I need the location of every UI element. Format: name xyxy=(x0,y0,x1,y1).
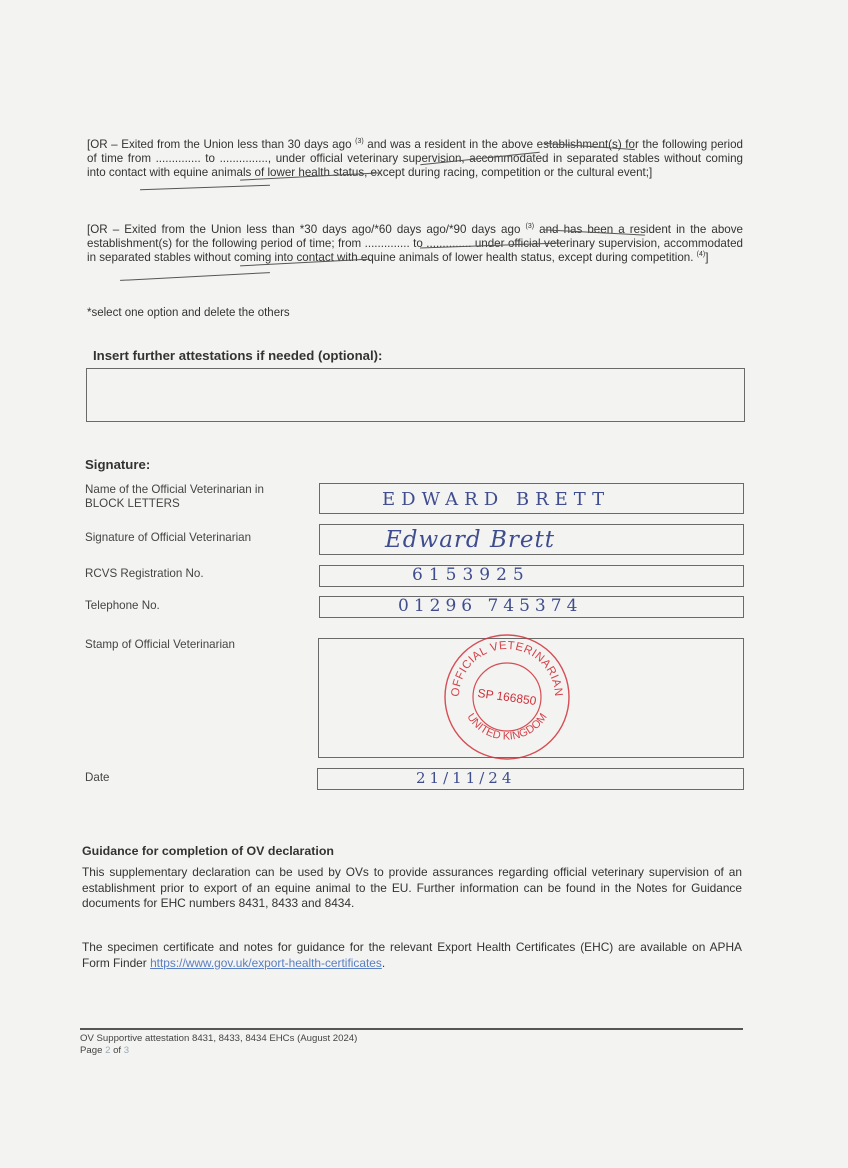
official-stamp xyxy=(437,631,577,761)
further-attestations-field[interactable] xyxy=(86,368,745,422)
stamp-center-text: SP 166850 xyxy=(476,685,538,709)
guidance-p2-end: . xyxy=(381,955,386,970)
para1-ref: (3) xyxy=(355,138,364,146)
para2-ref: (3) xyxy=(525,223,535,231)
ov-name-field[interactable] xyxy=(319,483,744,514)
rcvs-field[interactable] xyxy=(319,565,744,587)
ov-signature-field[interactable] xyxy=(319,524,744,555)
signature-heading: Signature: xyxy=(85,457,151,472)
attestation-paragraph-2 xyxy=(87,223,743,266)
stamp-label: Stamp of Official Veterinarian xyxy=(85,638,235,651)
para2-end: ] xyxy=(705,251,709,265)
date-label: Date xyxy=(85,771,110,784)
ov-name-label: Name of the Official Veterinarian in BLOCK LETTERS xyxy=(85,483,264,510)
stamp-top-text: OFFICIAL VETERINARIAN xyxy=(449,639,565,698)
para2-mid: and has been a resident in the above establishment(s) for the following period of time; from .............. to .............. under official veterinary supervision, accommodated in separated stables without coming into contact with equine animals of lower health status, except during competition. xyxy=(87,223,743,265)
page-prefix: Page xyxy=(80,1045,106,1056)
further-attestations-heading: Insert further attestations if needed (optional): xyxy=(93,348,383,363)
footer-page-number xyxy=(80,1045,129,1056)
para2-text: [OR – Exited from the Union less than *30 days ago/*60 days ago/*90 days ago xyxy=(87,223,521,236)
guidance-paragraph-2 xyxy=(82,940,742,971)
rcvs-value: 6153925 xyxy=(412,565,530,585)
page-num: 2 xyxy=(105,1045,111,1056)
ov-name-value: EDWARD BRETT xyxy=(382,489,611,510)
date-value: 21/11/24 xyxy=(416,769,516,787)
rcvs-label: RCVS Registration No. xyxy=(85,567,204,580)
page-of: of xyxy=(110,1045,124,1056)
page-total: 3 xyxy=(123,1045,130,1056)
guidance-heading: Guidance for completion of OV declaration xyxy=(82,844,334,858)
para1-text: [OR – Exited from the Union less than 30 days ago xyxy=(87,138,352,151)
para1-rest: and was a resident in the above establishment(s) for the following period of time from .............. to ..............., under official veterinary supervision, accommodated in separated stables without coming into contact with equine animals of lower health status, except during racing, competition or the cultural event;] xyxy=(87,138,743,180)
select-note: *select one option and delete the others xyxy=(87,307,290,319)
strike-mark xyxy=(140,185,270,191)
footer-rule xyxy=(80,1028,743,1030)
date-field[interactable] xyxy=(317,768,744,790)
stamp-bottom-text: UNITED KINGDOM xyxy=(464,711,550,743)
guidance-p2-text: The specimen certificate and notes for guidance for the relevant Export Health Certificates (EHC) are available on APHA Form Finder xyxy=(82,940,742,970)
ov-signature-label: Signature of Official Veterinarian xyxy=(85,531,252,544)
stamp-field[interactable] xyxy=(318,638,744,758)
attestation-paragraph-1 xyxy=(87,138,743,181)
telephone-field[interactable] xyxy=(319,596,744,618)
export-certificates-link[interactable]: https://www.gov.uk/export-health-certificates xyxy=(150,955,382,970)
para2-ref2: (4) xyxy=(696,251,706,259)
ov-signature-value: Edward Brett xyxy=(385,527,555,553)
guidance-paragraph-1: This supplementary declaration can be used by OVs to provide assurances regarding official veterinary supervision of an establishment prior to export of an equine animal to the EU. Further information can be found in the Notes for Guidance documents for EHC numbers 8431, 8433 and 8434. xyxy=(82,865,742,911)
strike-mark xyxy=(120,272,270,281)
telephone-label: Telephone No. xyxy=(85,599,160,612)
telephone-value: 01296 745374 xyxy=(398,596,583,616)
footer-title: OV Supportive attestation 8431, 8433, 8434 EHCs (August 2024) xyxy=(80,1033,358,1044)
